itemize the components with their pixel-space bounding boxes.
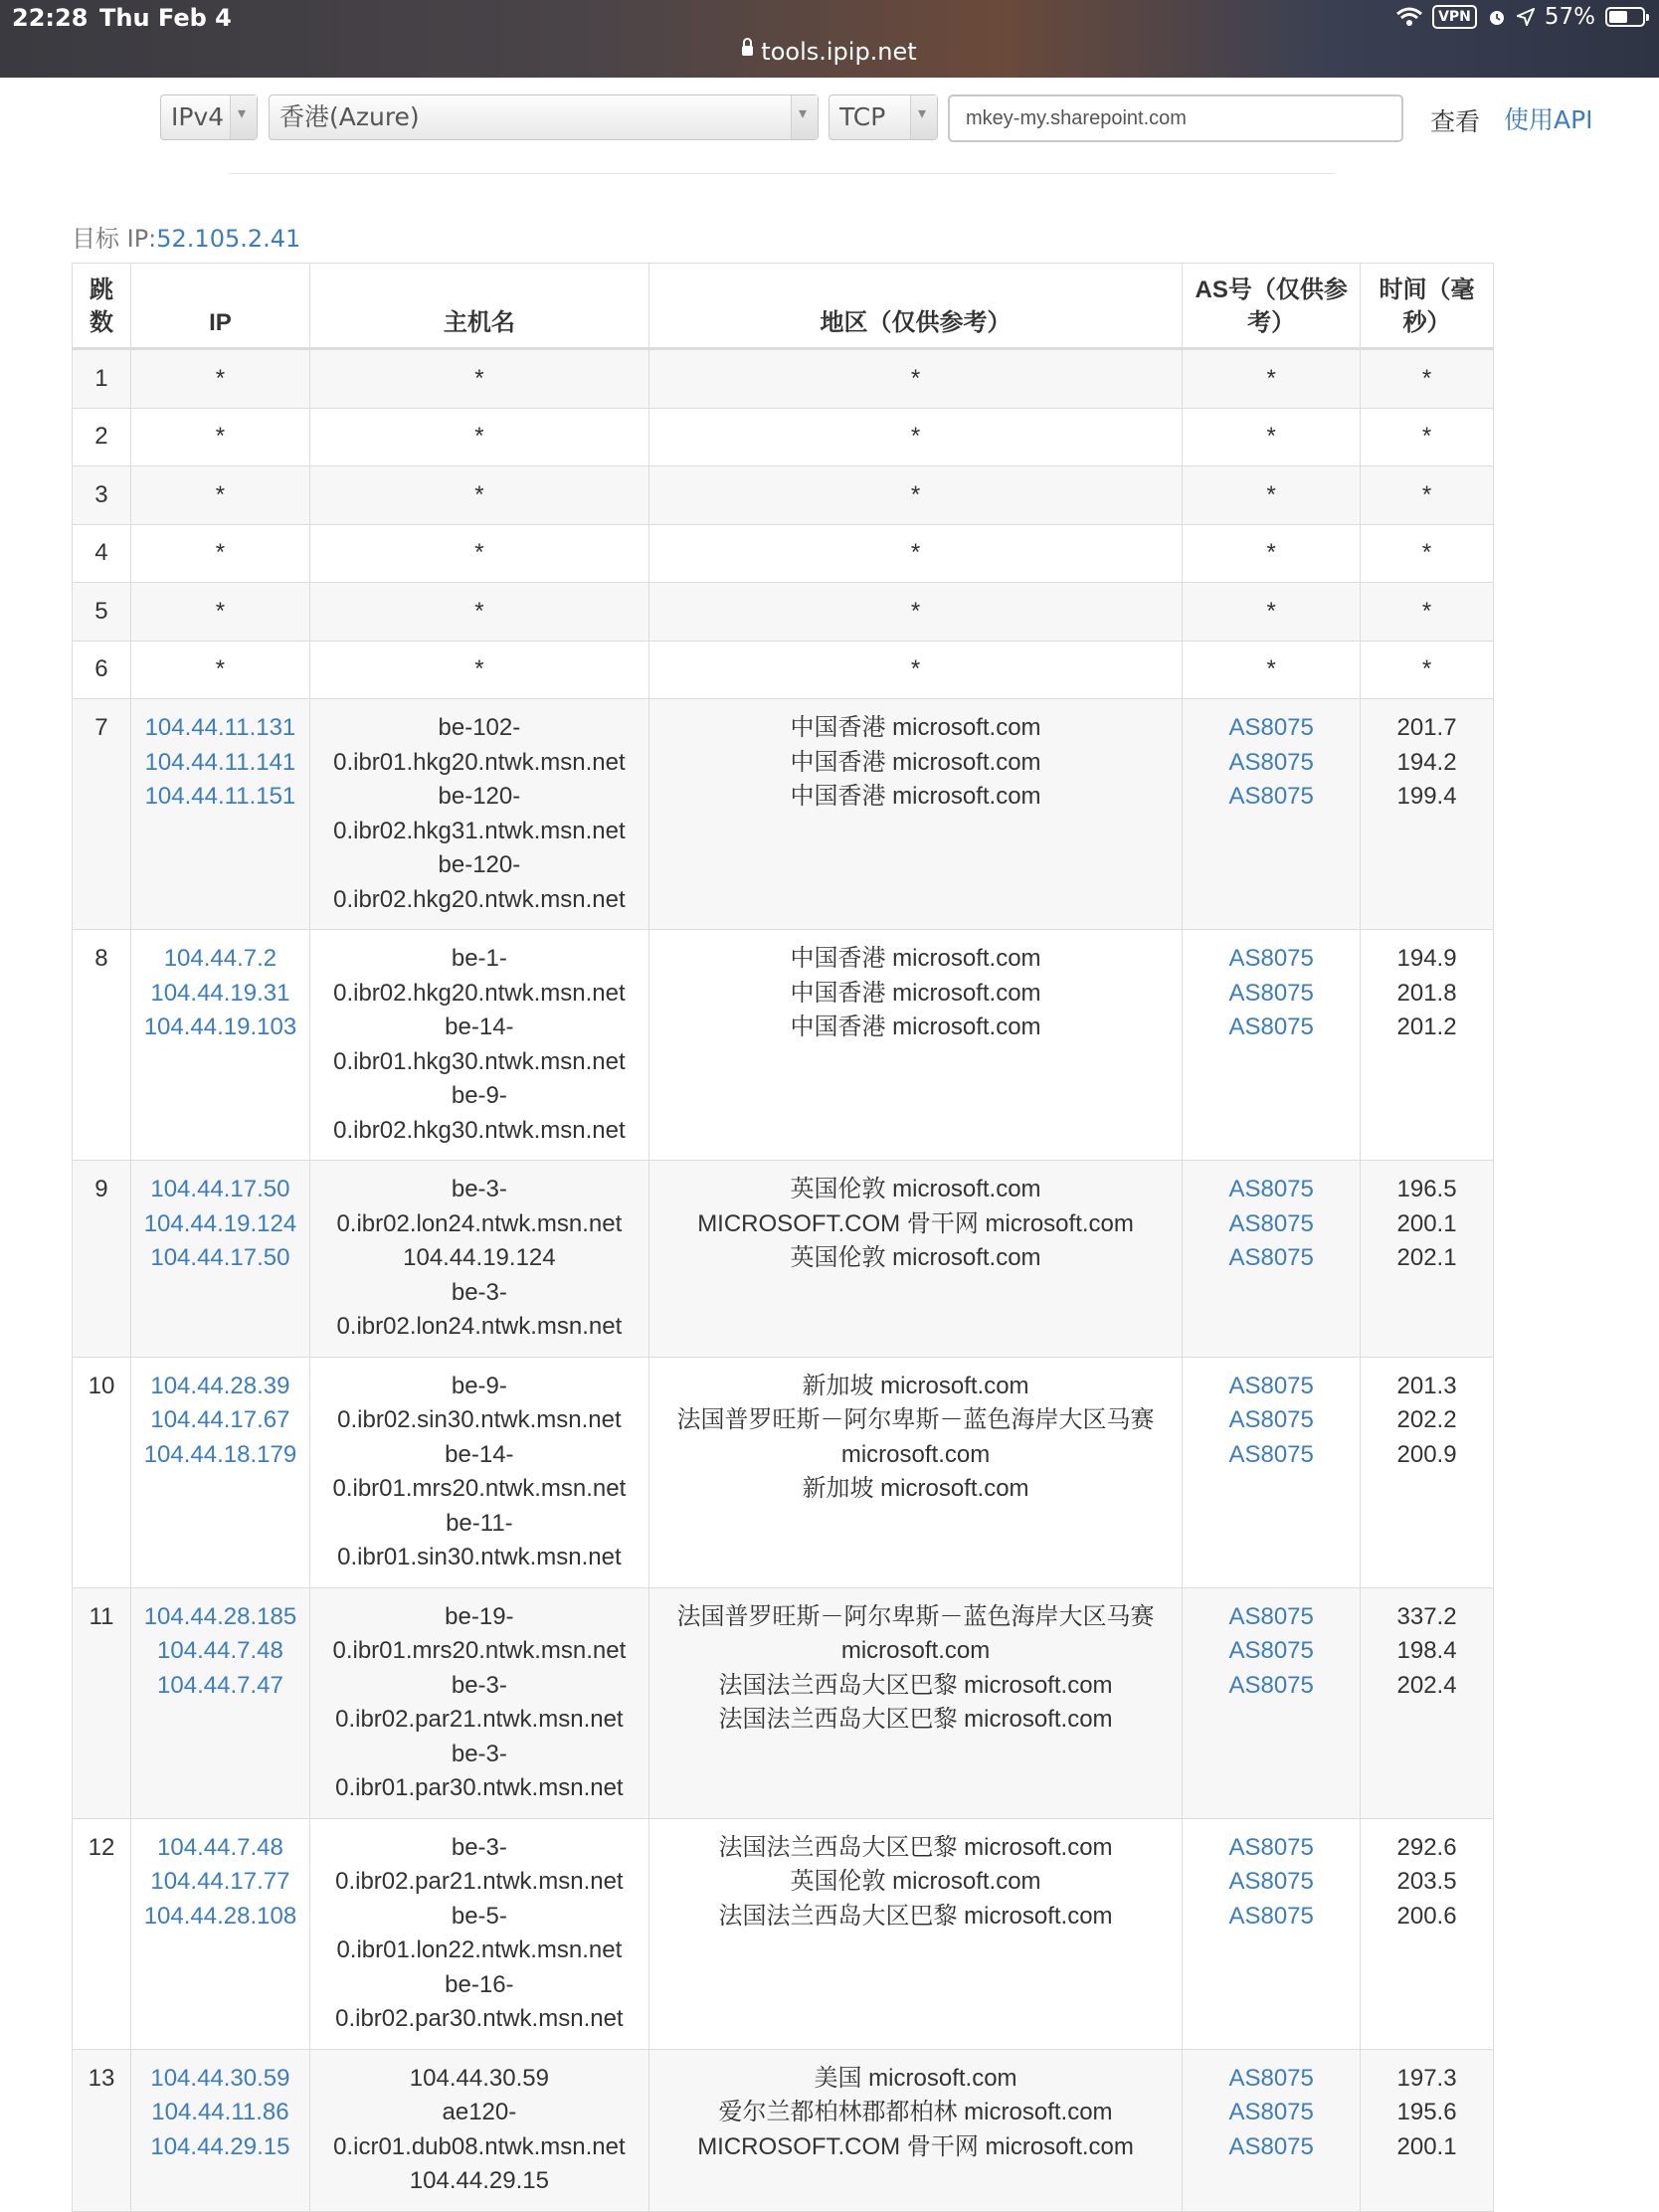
cell-hostname-line: 0.ibr02.hkg31.ntwk.msn.net [333, 817, 626, 844]
cell-ip-line[interactable]: 104.44.28.108 [143, 1902, 297, 1930]
cell-time-line: 201.8 [1396, 979, 1457, 1007]
cell-hostname-line: * [474, 364, 484, 392]
cell-ip [130, 349, 309, 409]
cell-time [1361, 1161, 1494, 1358]
header-time: 时间（毫 秒） [1361, 264, 1494, 349]
cell-time-line: * [1421, 597, 1432, 625]
cell-hostname-line: * [474, 423, 484, 450]
cell-hostname-line: 0.ibr02.par30.ntwk.msn.net [335, 2005, 624, 2032]
cell-as-line[interactable]: AS8075 [1228, 1868, 1314, 1895]
cell-hostname-line: 0.ibr02.lon24.ntwk.msn.net [336, 1209, 623, 1237]
cell-hostname-line: 0.ibr01.mrs20.ntwk.msn.net [332, 1475, 627, 1502]
cell-as-line[interactable]: AS8075 [1228, 2132, 1314, 2160]
address-bar[interactable] [0, 38, 1659, 66]
cell-ip-line: * [215, 480, 226, 508]
battery-icon [1605, 7, 1645, 27]
cell-ip [130, 583, 309, 642]
cell-region [648, 1357, 1182, 1587]
cell-as-line[interactable]: AS8075 [1228, 1244, 1314, 1271]
cell-region-line: 法国法兰西岛大区巴黎 microsoft.com [718, 1833, 1113, 1861]
host-input[interactable] [948, 94, 1403, 142]
table-header-row [73, 264, 1494, 349]
target-ip-line [72, 219, 300, 254]
cell-hostname-line: be-1- [451, 945, 507, 972]
cell-hostname-line: 0.ibr01.mrs20.ntwk.msn.net [332, 1637, 627, 1664]
cell-hostname [309, 1161, 648, 1358]
cell-region [648, 2049, 1182, 2211]
cell-hostname-line: ae120- [442, 2099, 517, 2125]
cell-region-line: 中国香港 microsoft.com [790, 979, 1041, 1007]
cell-as-line[interactable]: AS8075 [1228, 783, 1314, 810]
cell-ip-line: * [215, 423, 226, 450]
cell-time-line: 201.2 [1396, 1014, 1457, 1040]
cell-hop: 2 [73, 408, 131, 466]
cell-hostname-line: 104.44.30.59 [409, 2064, 549, 2092]
url-text: tools.ipip.net [761, 38, 917, 66]
cell-as-line[interactable]: AS8075 [1228, 1372, 1314, 1399]
cell-ip-line: * [215, 364, 226, 392]
target-ip[interactable]: 52.105.2.41 [156, 225, 301, 253]
cell-hop: 8 [73, 930, 131, 1161]
table-row [73, 930, 1494, 1161]
table-row [73, 466, 1494, 525]
cell-region-line: 中国香港 microsoft.com [790, 714, 1041, 741]
lock-icon [742, 46, 753, 56]
cell-hostname-line: be-9- [451, 1372, 507, 1399]
cell-hostname [309, 1818, 648, 2049]
cell-ip-line: * [215, 655, 226, 682]
cell-as [1183, 466, 1361, 525]
cell-as [1183, 349, 1361, 409]
cell-hostname [309, 349, 648, 409]
cell-ip-line[interactable]: 104.44.11.151 [144, 783, 296, 810]
cell-as-line[interactable]: AS8075 [1228, 1902, 1314, 1930]
table-row [73, 1587, 1494, 1818]
cell-ip-line[interactable]: 104.44.19.124 [143, 1209, 297, 1237]
table-row [73, 699, 1494, 930]
cell-time [1361, 641, 1494, 699]
cell-as [1183, 1587, 1361, 1818]
status-indicators [1396, 4, 1645, 30]
cell-time [1361, 1357, 1494, 1587]
cell-region [648, 641, 1182, 699]
cell-hostname-line: be-120- [438, 851, 521, 878]
cell-hostname-line: 0.ibr01.hkg30.ntwk.msn.net [333, 1047, 626, 1075]
cell-ip-line[interactable]: 104.44.19.31 [150, 979, 290, 1007]
cell-time-line: 194.2 [1396, 748, 1457, 776]
cell-region-line: 法国法兰西岛大区巴黎 microsoft.com [718, 1902, 1113, 1930]
cell-region [648, 583, 1182, 642]
cell-as-line[interactable]: AS8075 [1228, 1833, 1314, 1861]
cell-as [1183, 524, 1361, 583]
cell-hostname-line: 0.ibr01.hkg20.ntwk.msn.net [333, 748, 626, 776]
cell-ip-line[interactable]: 104.44.11.141 [144, 748, 296, 776]
chevron-down-icon [230, 95, 257, 139]
cell-hostname-line: be-3- [451, 1278, 507, 1306]
cell-hop: 12 [73, 1818, 131, 2049]
cell-as-line[interactable]: AS8075 [1228, 714, 1314, 741]
cell-as-line[interactable]: AS8075 [1228, 1440, 1314, 1468]
cell-ip-line[interactable]: 104.44.17.77 [150, 1868, 290, 1895]
cell-as-line[interactable]: AS8075 [1228, 2099, 1314, 2125]
cell-ip-line[interactable]: 104.44.7.48 [157, 1833, 283, 1861]
cell-region [648, 1587, 1182, 1818]
header-host: 主机名 [309, 264, 648, 349]
cell-ip [130, 699, 309, 930]
cell-hostname-line: be-19- [445, 1602, 514, 1630]
cell-hostname-line: * [474, 655, 484, 682]
cell-region-line: microsoft.com [840, 1637, 991, 1664]
cell-hostname-line: be-102- [438, 714, 521, 741]
cell-ip [130, 524, 309, 583]
cell-region-line: * [910, 364, 921, 392]
cell-ip [130, 641, 309, 699]
cell-region [648, 524, 1182, 583]
transport-value: TCP [839, 102, 886, 131]
cell-as-line: * [1266, 655, 1276, 682]
cell-hostname-line: 0.ibr02.par21.ntwk.msn.net [335, 1868, 624, 1895]
table-row [73, 1161, 1494, 1358]
cell-hostname [309, 408, 648, 466]
cell-time-line: 196.5 [1396, 1176, 1457, 1202]
table-row [73, 583, 1494, 642]
cell-ip-line[interactable]: 104.44.7.47 [157, 1671, 283, 1699]
cell-hostname-line: be-11- [446, 1509, 513, 1537]
cell-as-line: * [1266, 597, 1276, 625]
cell-hostname [309, 583, 648, 642]
cell-as [1183, 930, 1361, 1161]
header-as: AS号（仅供参 考） [1183, 264, 1361, 349]
cell-hop: 9 [73, 1161, 131, 1358]
cell-hostname-line: 0.icr01.dub08.ntwk.msn.net [333, 2132, 626, 2160]
cell-time [1361, 699, 1494, 930]
cell-hop: 6 [73, 641, 131, 699]
cell-time [1361, 1587, 1494, 1818]
cell-hop: 5 [73, 583, 131, 642]
cell-as [1183, 1161, 1361, 1358]
protocol-select[interactable] [160, 94, 258, 140]
cell-as-line[interactable]: AS8075 [1228, 979, 1314, 1007]
cell-region-line: 法国普罗旺斯－阿尔卑斯－蓝色海岸大区马赛 [676, 1406, 1155, 1433]
cell-time-line: 200.1 [1396, 1209, 1457, 1237]
cell-ip-line[interactable]: 104.44.7.48 [157, 1637, 283, 1664]
table-row [73, 641, 1494, 699]
cell-as-line: * [1266, 423, 1276, 450]
cell-region-line: 中国香港 microsoft.com [790, 748, 1041, 776]
cell-time-line: 202.1 [1396, 1244, 1457, 1271]
cell-hostname-line: be-3- [451, 1833, 507, 1861]
header-hop: 跳 数 [73, 264, 131, 349]
cell-ip-line[interactable]: 104.44.18.179 [143, 1440, 297, 1468]
cell-hop: 11 [73, 1587, 131, 1818]
cell-region [648, 930, 1182, 1161]
cell-ip-line: * [215, 597, 226, 625]
cell-time [1361, 524, 1494, 583]
cell-ip-line[interactable]: 104.44.29.15 [150, 2132, 290, 2160]
cell-hop: 1 [73, 349, 131, 409]
cell-region-line: 中国香港 microsoft.com [790, 1014, 1041, 1040]
cell-hostname-line: 0.ibr02.par21.ntwk.msn.net [335, 1706, 624, 1733]
cell-time [1361, 466, 1494, 525]
cell-time [1361, 583, 1494, 642]
cell-hop: 7 [73, 699, 131, 930]
cell-hostname-line: * [474, 597, 484, 625]
cell-ip [130, 2049, 309, 2211]
cell-ip [130, 1357, 309, 1587]
cell-time-line: 200.1 [1396, 2132, 1457, 2160]
cell-time-line: 194.9 [1396, 945, 1457, 972]
cell-time-line: 199.4 [1396, 783, 1457, 810]
table-row [73, 349, 1494, 409]
cell-region [648, 466, 1182, 525]
cell-hostname-line: 0.ibr01.lon22.ntwk.msn.net [336, 1936, 623, 1963]
cell-hop: 10 [73, 1357, 131, 1587]
cell-region-line: MICROSOFT.COM 骨干网 microsoft.com [697, 2132, 1134, 2160]
cell-ip-line[interactable]: 104.44.17.67 [150, 1406, 290, 1433]
cell-hostname-line: 0.ibr01.sin30.ntwk.msn.net [337, 1544, 622, 1570]
cell-time-line: * [1421, 480, 1432, 508]
cell-region-line: 英国伦敦 microsoft.com [790, 1176, 1041, 1202]
cell-ip-line[interactable]: 104.44.28.39 [150, 1372, 290, 1399]
cell-time [1361, 930, 1494, 1161]
chevron-down-icon [791, 95, 818, 139]
protocol-value: IPv4 [171, 102, 225, 131]
cell-time [1361, 349, 1494, 409]
cell-time-line: 200.9 [1396, 1440, 1457, 1468]
cell-time-line: * [1421, 423, 1432, 450]
cell-as-line: * [1266, 539, 1276, 566]
cell-hostname-line: be-14- [445, 1014, 514, 1040]
cell-hostname-line: 0.ibr02.hkg30.ntwk.msn.net [333, 1116, 626, 1144]
header-region: 地区（仅供参考） [648, 264, 1182, 349]
cell-hostname-line: 0.ibr02.hkg20.ntwk.msn.net [333, 979, 626, 1007]
browser-top-bar [0, 0, 1659, 78]
cell-hop: 13 [73, 2049, 131, 2211]
cell-hostname [309, 930, 648, 1161]
status-time: 22:28 [12, 4, 89, 32]
cell-region-line: * [910, 480, 921, 508]
header-ip: IP [130, 264, 309, 349]
cell-time-line: 201.7 [1396, 714, 1457, 741]
alarm-icon [1487, 7, 1507, 27]
cell-ip-line: * [215, 539, 226, 566]
cell-hostname-line: 0.ibr01.par30.ntwk.msn.net [335, 1774, 624, 1801]
cell-ip-line[interactable]: 104.44.11.86 [151, 2099, 289, 2125]
location-arrow-icon [1517, 8, 1535, 26]
cell-time [1361, 408, 1494, 466]
cell-time-line: 337.2 [1396, 1602, 1457, 1630]
submit-button[interactable]: 查看 [1430, 107, 1481, 136]
cell-as-line[interactable]: AS8075 [1228, 748, 1314, 776]
cell-ip-line[interactable]: 104.44.19.103 [143, 1014, 297, 1040]
cell-ip-line[interactable]: 104.44.30.59 [150, 2064, 290, 2092]
table-row [73, 1818, 1494, 2049]
cell-region-line: 新加坡 microsoft.com [802, 1372, 1029, 1399]
node-value: 香港(Azure) [279, 102, 420, 131]
cell-hostname-line: be-16- [445, 1970, 514, 1998]
cell-ip [130, 1161, 309, 1358]
cell-as-line[interactable]: AS8075 [1228, 1406, 1314, 1433]
cell-ip-line[interactable]: 104.44.28.185 [143, 1602, 297, 1630]
cell-as [1183, 641, 1361, 699]
api-link[interactable]: 使用API [1504, 105, 1593, 134]
cell-as-line[interactable]: AS8075 [1228, 2064, 1314, 2092]
cell-as [1183, 699, 1361, 930]
cell-hostname-line: 104.44.19.124 [403, 1244, 556, 1271]
cell-hostname [309, 1357, 648, 1587]
cell-time-line: 203.5 [1396, 1868, 1457, 1895]
cell-hop: 4 [73, 524, 131, 583]
traceroute-table [72, 263, 1494, 2212]
cell-as-line[interactable]: AS8075 [1228, 945, 1314, 972]
cell-ip [130, 466, 309, 525]
cell-hostname-line: 0.ibr02.lon24.ntwk.msn.net [336, 1313, 623, 1340]
cell-hostname [309, 2049, 648, 2211]
cell-hostname-line: be-3- [451, 1176, 507, 1202]
cell-ip [130, 1587, 309, 1818]
cell-time-line: 200.6 [1396, 1902, 1457, 1930]
cell-region [648, 1161, 1182, 1358]
vpn-badge: VPN [1432, 5, 1477, 29]
cell-time-line: 197.3 [1396, 2064, 1457, 2092]
cell-region-line: * [910, 597, 921, 625]
cell-ip-line[interactable]: 104.44.11.131 [144, 714, 296, 741]
cell-as-line[interactable]: AS8075 [1228, 1014, 1314, 1040]
cell-ip-line[interactable]: 104.44.17.50 [150, 1176, 290, 1202]
cell-region [648, 699, 1182, 930]
cell-as-line[interactable]: AS8075 [1228, 1176, 1314, 1202]
cell-region-line: 法国法兰西岛大区巴黎 microsoft.com [718, 1671, 1113, 1699]
cell-as [1183, 408, 1361, 466]
table-row [73, 408, 1494, 466]
cell-time [1361, 1818, 1494, 2049]
wifi-icon [1396, 7, 1422, 27]
cell-hostname-line: 0.ibr02.sin30.ntwk.msn.net [337, 1406, 622, 1433]
cell-region-line: 英国伦敦 microsoft.com [790, 1868, 1041, 1895]
cell-region-line: 法国法兰西岛大区巴黎 microsoft.com [718, 1706, 1113, 1733]
cell-hostname-line: be-3- [451, 1740, 507, 1767]
cell-time-line: 201.3 [1396, 1372, 1457, 1399]
cell-time-line: 202.2 [1396, 1406, 1457, 1433]
cell-hostname [309, 524, 648, 583]
cell-hostname-line: be-3- [451, 1671, 507, 1699]
cell-hostname-line: 0.ibr02.hkg20.ntwk.msn.net [333, 885, 626, 913]
cell-hostname-line: * [474, 539, 484, 566]
cell-time-line: 202.4 [1396, 1671, 1457, 1699]
status-date: Thu Feb 4 [99, 4, 232, 32]
cell-ip-line[interactable]: 104.44.17.50 [150, 1244, 290, 1271]
cell-region-line: 新加坡 microsoft.com [802, 1475, 1029, 1502]
cell-as-line[interactable]: AS8075 [1228, 1602, 1314, 1630]
table-row [73, 1357, 1494, 1587]
cell-ip [130, 1818, 309, 2049]
cell-hostname-line: 104.44.29.15 [409, 2167, 549, 2194]
cell-ip [130, 930, 309, 1161]
cell-region-line: 中国香港 microsoft.com [790, 945, 1041, 972]
node-select[interactable] [269, 94, 819, 140]
cell-region-line: 英国伦敦 microsoft.com [790, 1244, 1041, 1271]
cell-as-line: * [1266, 364, 1276, 392]
chevron-down-icon [910, 95, 937, 139]
divider [229, 173, 1335, 174]
cell-time-line: 198.4 [1396, 1637, 1457, 1664]
cell-as [1183, 583, 1361, 642]
cell-hop: 3 [73, 466, 131, 525]
trace-form [0, 92, 1659, 144]
cell-region [648, 1818, 1182, 2049]
cell-time [1361, 2049, 1494, 2211]
cell-time-line: * [1421, 539, 1432, 566]
cell-hostname [309, 466, 648, 525]
cell-as-line: * [1266, 480, 1276, 508]
cell-as-line[interactable]: AS8075 [1228, 1637, 1314, 1664]
cell-hostname-line: be-120- [438, 783, 521, 810]
cell-region-line: microsoft.com [840, 1440, 991, 1468]
cell-hostname-line: be-14- [445, 1440, 514, 1468]
cell-ip-line[interactable]: 104.44.7.2 [163, 945, 277, 972]
cell-region-line: MICROSOFT.COM 骨干网 microsoft.com [697, 1209, 1134, 1237]
cell-time-line: 292.6 [1396, 1833, 1457, 1861]
cell-region-line: 法国普罗旺斯－阿尔卑斯－蓝色海岸大区马赛 [676, 1602, 1155, 1630]
cell-time-line: * [1421, 655, 1432, 682]
cell-region [648, 349, 1182, 409]
cell-region-line: 爱尔兰都柏林郡都柏林 microsoft.com [718, 2099, 1113, 2125]
cell-hostname [309, 1587, 648, 1818]
cell-region-line: * [910, 655, 921, 682]
cell-hostname [309, 699, 648, 930]
battery-percent: 57% [1544, 4, 1595, 30]
cell-hostname [309, 641, 648, 699]
cell-as-line[interactable]: AS8075 [1228, 1671, 1314, 1699]
cell-as [1183, 1357, 1361, 1587]
cell-as [1183, 1818, 1361, 2049]
table-row [73, 2049, 1494, 2211]
cell-hostname-line: be-5- [451, 1902, 507, 1930]
cell-region-line: * [910, 539, 921, 566]
cell-region-line: 美国 microsoft.com [814, 2064, 1017, 2092]
cell-region-line: * [910, 423, 921, 450]
cell-region-line: 中国香港 microsoft.com [790, 783, 1041, 810]
target-label: 目标 IP: [72, 225, 157, 253]
cell-as [1183, 2049, 1361, 2211]
cell-as-line[interactable]: AS8075 [1228, 1209, 1314, 1237]
cell-ip [130, 408, 309, 466]
cell-hostname-line: * [474, 480, 484, 508]
cell-time-line: 195.6 [1396, 2099, 1457, 2125]
cell-hostname-line: be-9- [451, 1082, 507, 1109]
cell-region [648, 408, 1182, 466]
table-row [73, 524, 1494, 583]
transport-select[interactable] [829, 94, 938, 140]
cell-time-line: * [1421, 364, 1432, 392]
